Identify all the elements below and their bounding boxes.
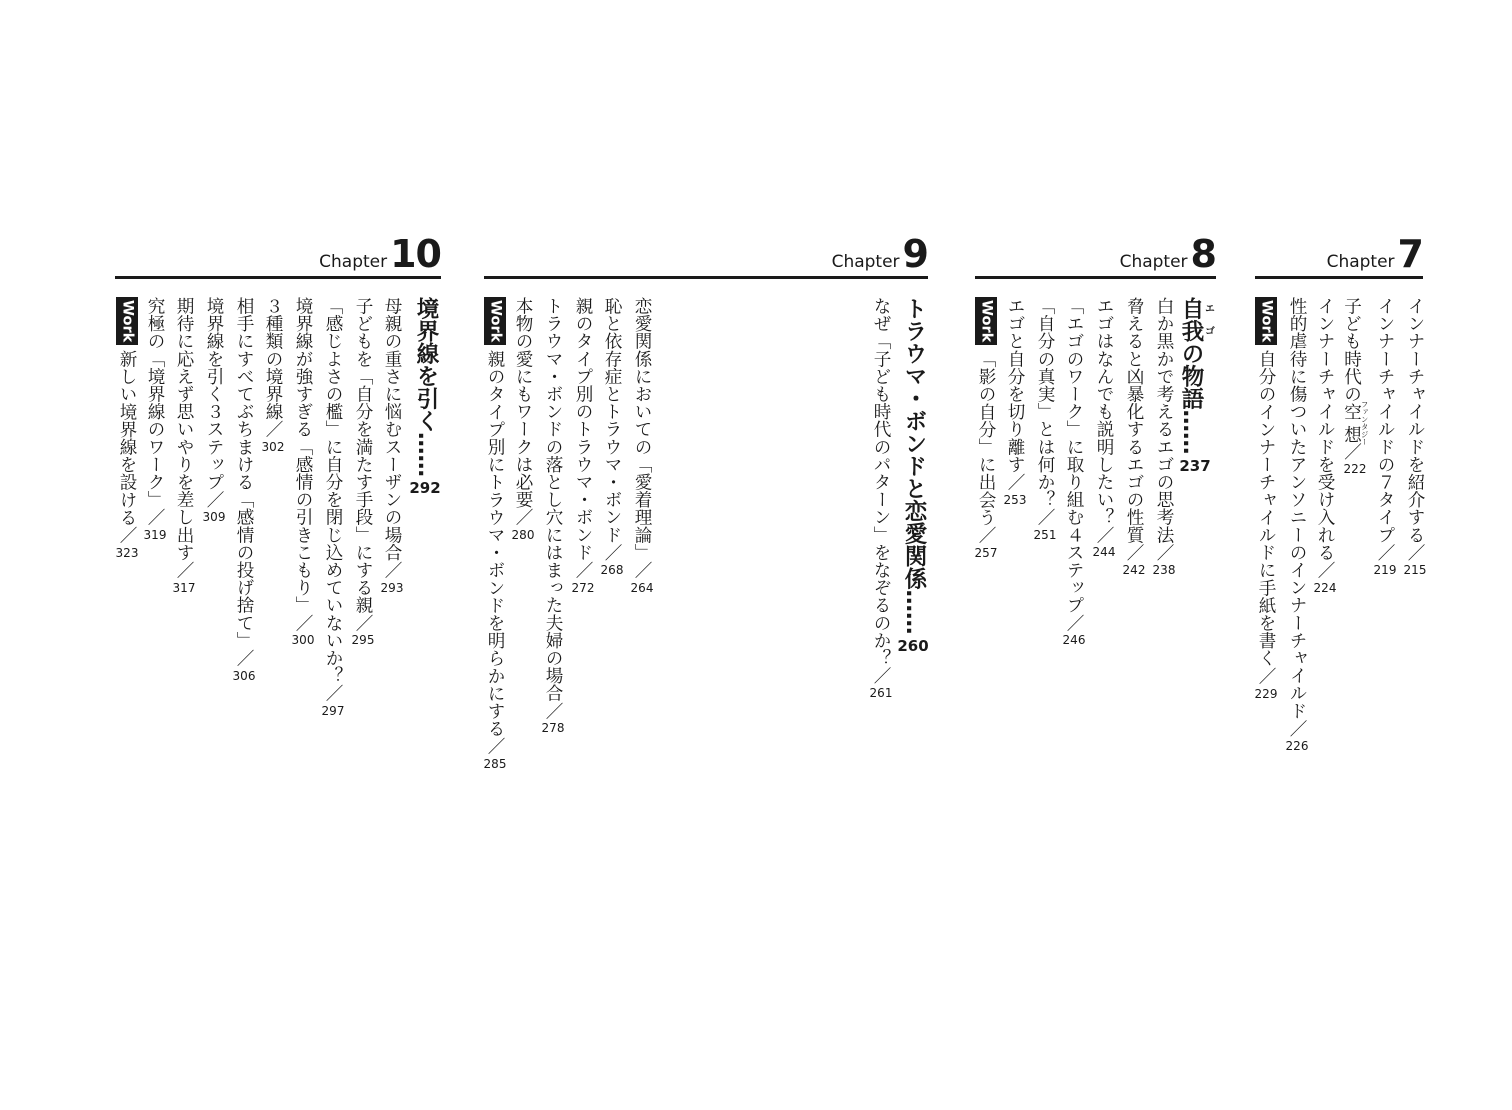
toc-page-number: 238 — [1152, 563, 1176, 577]
toc-entry-text: 本物の愛にもワークは必要／ — [513, 297, 534, 526]
toc-page-number: 224 — [1313, 580, 1337, 595]
toc-entry-text: 脅えると凶暴化するエゴの性質／ — [1124, 297, 1145, 561]
toc-page-number: 257 — [974, 545, 998, 560]
chapter-title-page-number: 237 — [1179, 456, 1211, 475]
chapter-heading — [319, 232, 441, 276]
toc-entry — [348, 297, 378, 646]
chapter-number: 10 — [390, 232, 441, 276]
toc-entry — [1059, 297, 1089, 646]
chapter-heading — [1326, 232, 1423, 276]
toc-entry — [1282, 297, 1312, 752]
work-badge: Work — [1255, 297, 1278, 345]
toc-entry-text: 境界線を引く３ステップ／ — [204, 297, 225, 509]
toc-page-number: 297 — [321, 703, 345, 718]
toc-page-number: 309 — [202, 510, 226, 525]
chapter-title-page-number: 292 — [409, 479, 441, 497]
toc-entry-text: 究極の「境界線のワーク」／ — [145, 297, 166, 526]
toc-page-number: 219 — [1373, 563, 1397, 577]
toc-entry — [1340, 297, 1370, 475]
toc-page-number: 285 — [483, 757, 507, 772]
toc-page-number: 293 — [380, 580, 404, 595]
chapter-title-text-post: の物語…… — [1177, 342, 1204, 455]
toc-entry-text: インナーチャイルドを受け入れる／ — [1315, 297, 1336, 579]
toc-entry-text — [1341, 297, 1368, 460]
toc-page-number: 317 — [172, 580, 196, 595]
toc-entry — [1400, 297, 1430, 576]
chapter-number: 7 — [1397, 232, 1423, 276]
ruby-base: 空想 — [1341, 400, 1362, 446]
chapter-title-text: 境界線を引く…… — [412, 297, 439, 477]
toc-entry-text: 子どもを「自分を満たす手段」にする親／ — [353, 297, 374, 632]
chapter-label: Chapter — [1326, 252, 1395, 272]
ruby-reading: ファンタジー — [1360, 400, 1370, 446]
toc-entry-text: 「感じよさの檻」に自分を閉じ込めていないか？／ — [323, 297, 344, 702]
toc-page-number: 229 — [1254, 686, 1278, 701]
chapter-title — [407, 297, 443, 496]
toc-page-number: 278 — [541, 721, 565, 736]
chapter-number: 8 — [1190, 232, 1216, 276]
work-badge: Work — [975, 297, 998, 345]
chapter-label: Chapter — [319, 252, 388, 272]
toc-page-number: 242 — [1122, 563, 1146, 577]
toc-page-number: 226 — [1285, 739, 1309, 753]
toc-entry-text: 「影の自分」に出会う／ — [976, 350, 997, 544]
toc-entry-text: エゴと自分を切り離す／ — [1005, 297, 1026, 491]
toc-entry — [288, 297, 318, 646]
toc-page-number: 215 — [1403, 563, 1427, 577]
toc-entry — [1370, 297, 1400, 576]
toc-page-number: 280 — [511, 527, 535, 542]
toc-entry-text: 境界線が強すぎる「感情の引きこもり」／ — [293, 297, 314, 632]
toc-page-number: 302 — [261, 439, 285, 454]
toc-page-number: 268 — [600, 563, 624, 577]
toc-entry — [1000, 297, 1030, 506]
chapter-title-text — [1177, 297, 1213, 455]
toc-entry-text: 新しい境界線を設ける／ — [117, 350, 138, 544]
toc-entry-text-pre: 子ども時代の — [1341, 297, 1362, 403]
toc-entry — [508, 297, 538, 541]
toc-entry-text: 恥と依存症とトラウマ・ボンド／ — [602, 297, 623, 561]
chapter-label: Chapter — [1119, 252, 1188, 272]
ruby-base: 自我 — [1177, 297, 1204, 342]
chapter-title-text: トラウマ・ボンドと恋愛関係…… — [900, 297, 927, 635]
toc-entry-work — [112, 297, 142, 559]
toc-entry — [377, 297, 407, 594]
toc-entry-work — [971, 297, 1001, 559]
toc-entry-text: 性的虐待に傷ついたアンソニーのインナーチャイルド／ — [1287, 297, 1308, 737]
chapter-title — [895, 297, 931, 654]
chapter-title-page-number: 260 — [897, 636, 929, 655]
toc-entry — [169, 297, 199, 594]
chapter-header — [115, 234, 441, 279]
toc-page-number: 251 — [1033, 527, 1057, 542]
toc-entry-text: 恋愛関係においての「愛着理論」／ — [632, 297, 653, 579]
toc-entry — [538, 297, 568, 734]
ruby-term — [1341, 400, 1370, 446]
toc-page-number: 253 — [1003, 492, 1027, 507]
toc-page-number: 319 — [143, 527, 167, 542]
toc-entry-text: なぜ「子ども時代のパターン」をなぞるのか？／ — [871, 297, 892, 685]
chapter-header — [975, 234, 1216, 279]
toc-entry-work — [1251, 297, 1281, 700]
toc-entry-text: インナーチャイルドを紹介する／ — [1405, 297, 1426, 561]
toc-entry — [866, 297, 896, 699]
toc-entry-text: 「エゴのワーク」に取り組む４ステップ／ — [1064, 297, 1085, 632]
toc-entry-text: 自分のインナーチャイルドに手紙を書く／ — [1256, 350, 1277, 685]
toc-entry — [1119, 297, 1149, 576]
toc-entry — [140, 297, 170, 541]
chapter-number: 9 — [902, 232, 928, 276]
toc-entry — [1089, 297, 1119, 558]
toc-page-number: 306 — [232, 668, 256, 683]
toc-entry-text: 親のタイプ別のトラウマ・ボンド／ — [573, 297, 594, 579]
toc-page-number: 222 — [1343, 462, 1367, 477]
toc-entry — [258, 297, 288, 453]
work-badge: Work — [116, 297, 139, 345]
toc-page-number: 295 — [351, 633, 375, 648]
toc-entry-text: 白か黒かで考えるエゴの思考法／ — [1154, 297, 1175, 561]
toc-entry-text: 相手にすべてぶちまける「感情の投げ捨て」／ — [234, 297, 255, 667]
toc-entry — [568, 297, 598, 594]
chapter-header — [484, 234, 928, 279]
work-badge: Work — [484, 297, 507, 345]
chapter-heading — [1119, 232, 1216, 276]
toc-entry — [627, 297, 657, 594]
toc-entry — [199, 297, 229, 523]
toc-entry — [1030, 297, 1060, 541]
toc-entry — [1149, 297, 1179, 576]
toc-page-number: 244 — [1092, 545, 1116, 560]
chapter-label: Chapter — [831, 252, 900, 272]
toc-page-number: 300 — [291, 633, 315, 648]
toc-entry-text: ３種類の境界線／ — [263, 297, 284, 438]
toc-entry-text-post: ／ — [1341, 442, 1362, 461]
ruby-reading: エゴ — [1202, 297, 1214, 342]
toc-entry-text: 「自分の真実」とは何か？／ — [1035, 297, 1056, 526]
ruby-term — [1177, 297, 1214, 342]
chapter-heading — [831, 232, 928, 276]
toc-entry-text: エゴはなんでも説明したい？／ — [1094, 297, 1115, 544]
chapter-title — [1177, 297, 1213, 474]
toc-page-number: 323 — [115, 545, 139, 560]
toc-entry — [597, 297, 627, 576]
toc-page-number: 246 — [1062, 633, 1086, 648]
toc-page-number: 261 — [869, 686, 893, 701]
toc-entry-text: 母親の重さに悩むスーザンの場合／ — [382, 297, 403, 579]
toc-entry-work — [480, 297, 510, 770]
toc-entry — [318, 297, 348, 717]
toc-page-number: 272 — [571, 580, 595, 595]
toc-entry — [1310, 297, 1340, 594]
toc-entry-text: 親のタイプ別にトラウマ・ボンドを明らかにする／ — [485, 350, 506, 756]
toc-entry-text: インナーチャイルドの７タイプ／ — [1375, 297, 1396, 561]
toc-entry-text: トラウマ・ボンドの落とし穴にはまった夫婦の場合／ — [543, 297, 564, 720]
chapter-header — [1255, 234, 1423, 279]
toc-page-number: 264 — [630, 580, 654, 595]
toc-entry-text: 期待に応えず思いやりを差し出す／ — [174, 297, 195, 579]
toc-entry — [229, 297, 259, 682]
